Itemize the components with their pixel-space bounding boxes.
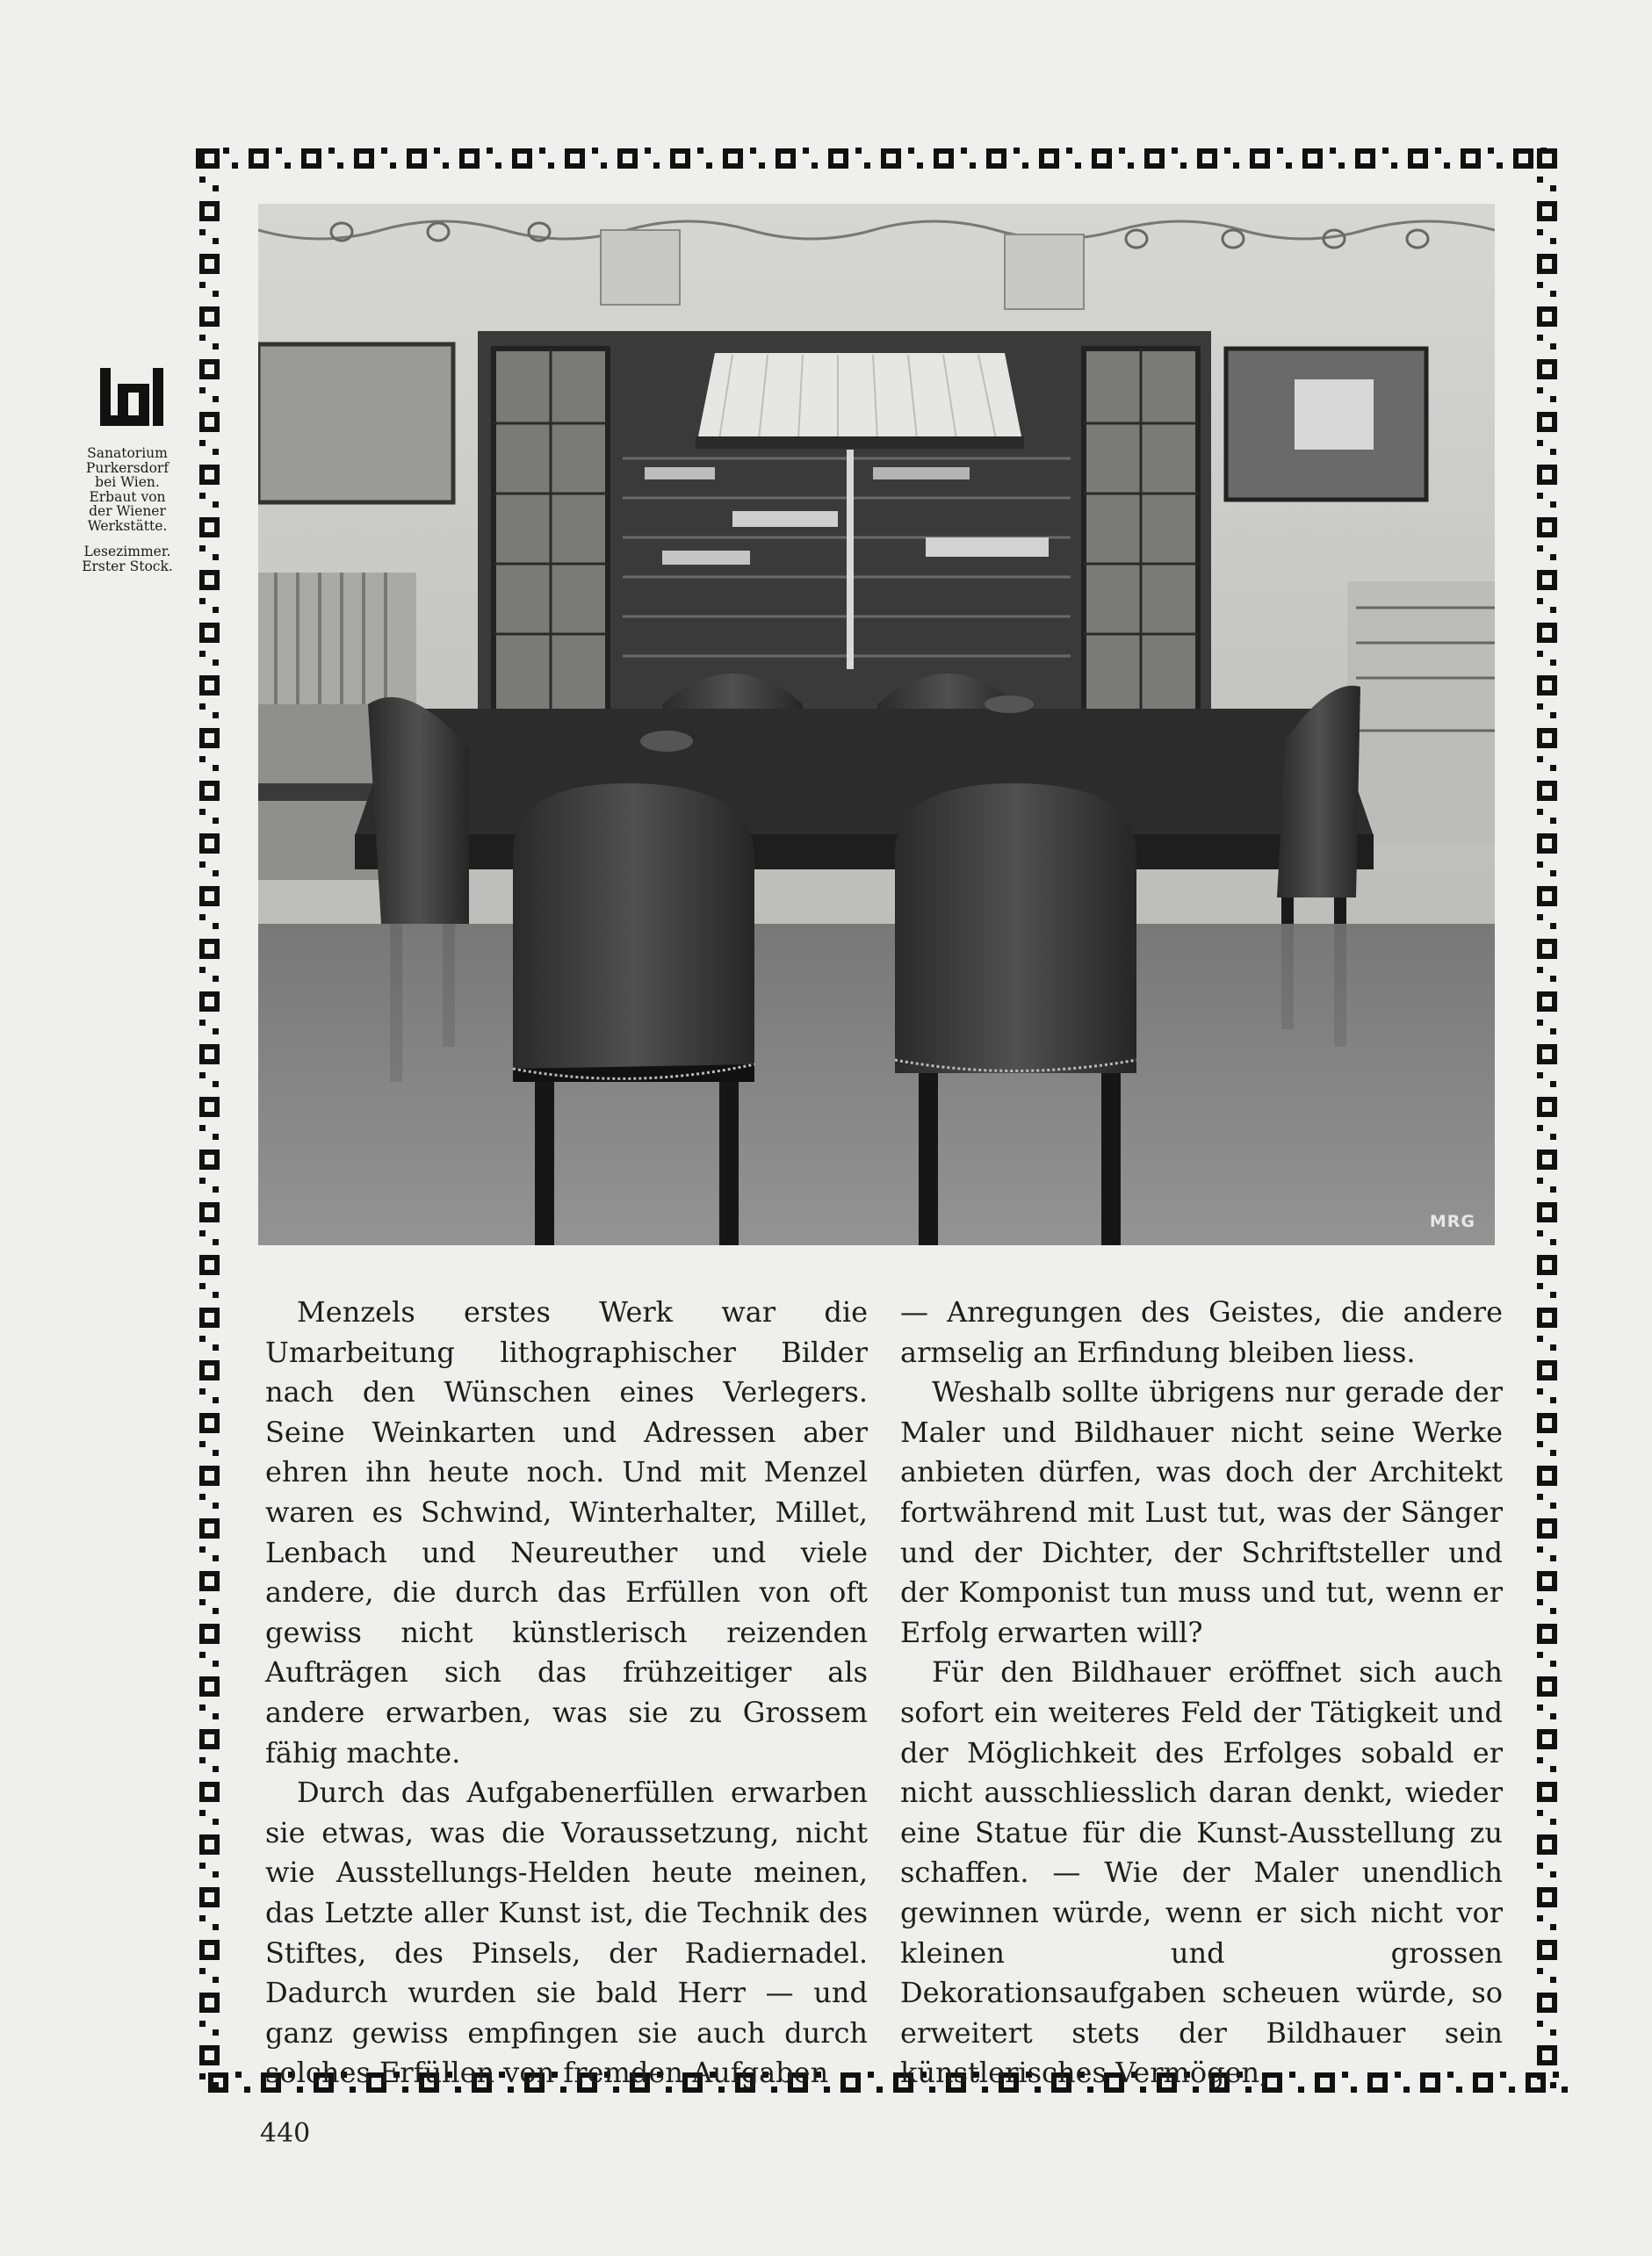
page-number: 440 (260, 2118, 311, 2149)
border-left (195, 144, 225, 2095)
paragraph: — Anregungen des Geistes, die andere armselig an Erfindung bleiben liess. (900, 1295, 1503, 1369)
photo-caption (63, 446, 191, 573)
wiener-werkstaette-monogram-icon (98, 366, 165, 428)
caption-room-line: Lesezimmer. (83, 544, 171, 559)
caption-line: Erbaut von (89, 488, 166, 505)
caption-line: Purkersdorf (85, 459, 170, 476)
caption-line: der Wiener (89, 503, 166, 519)
paragraph: Durch das Aufgabenerfüllen erwarben sie etwas, was die Voraussetzung, nicht wie Ausstellungs-Helden heute meinen, das Letzte aller Kunst ist, die Technik des Stiftes, des Pinsels, der Radiernadel. Dadurch wurden sie bald Herr — und ganz gewiss empfingen sie auch durch solches Erfüllen von fremden Aufgaben (265, 1776, 868, 2090)
caption-line: Werkstätte. (87, 517, 168, 534)
caption-room-line: Erster Stock. (82, 558, 173, 574)
border-right (1533, 144, 1562, 2095)
reading-room-photograph (258, 204, 1495, 1245)
photographer-monogram: MRG (1429, 1212, 1475, 1231)
text-column-right (900, 1293, 1503, 2094)
paragraph: Für den Bildhauer eröffnet sich auch sofort ein weiteres Feld der Tätigkeit und der Möglichkeit des Erfolges sobald er nicht ausschliesslich daran denkt, wieder eine Statue für die Kunst-Ausstellung zu schaffen. — Wie der Maler unendlich gewinnen würde, wenn er sich nicht vor kleinen und grossen Dekorationsaufgaben scheuen würde, so erweitert stets der Bildhauer sein künstlerisches Vermögen, (900, 1655, 1503, 2090)
text-column-left (265, 1293, 868, 2094)
caption-line: Sanatorium (87, 445, 168, 461)
border-top (191, 144, 1558, 174)
paragraph: Menzels erstes Werk war die Umarbeitung lithographischer Bilder nach den Wünschen eines Verlegers. Seine Weinkarten und Adressen aber ehren ihn heute noch. Und mit Menzel waren es Schwind, Winterhalter, Millet, Lenbach und Neureuther und viele andere, die durch das Erfüllen von oft gewiss nicht künstlerisch reizenden Aufträgen sich das frühzeitiger als andere erwarben, was sie zu Grossem fähig machte. (265, 1295, 868, 1769)
caption-line: bei Wien. (95, 474, 160, 490)
paragraph: Weshalb sollte übrigens nur gerade der Maler und Bildhauer nicht seine Werke anbieten dürfen, was doch der Architekt fortwährend mit Lust tut, was der Sänger und der Dichter, der Schriftsteller und der Komponist tun muss und tut, wenn er Erfolg erwarten will? (900, 1375, 1503, 1649)
